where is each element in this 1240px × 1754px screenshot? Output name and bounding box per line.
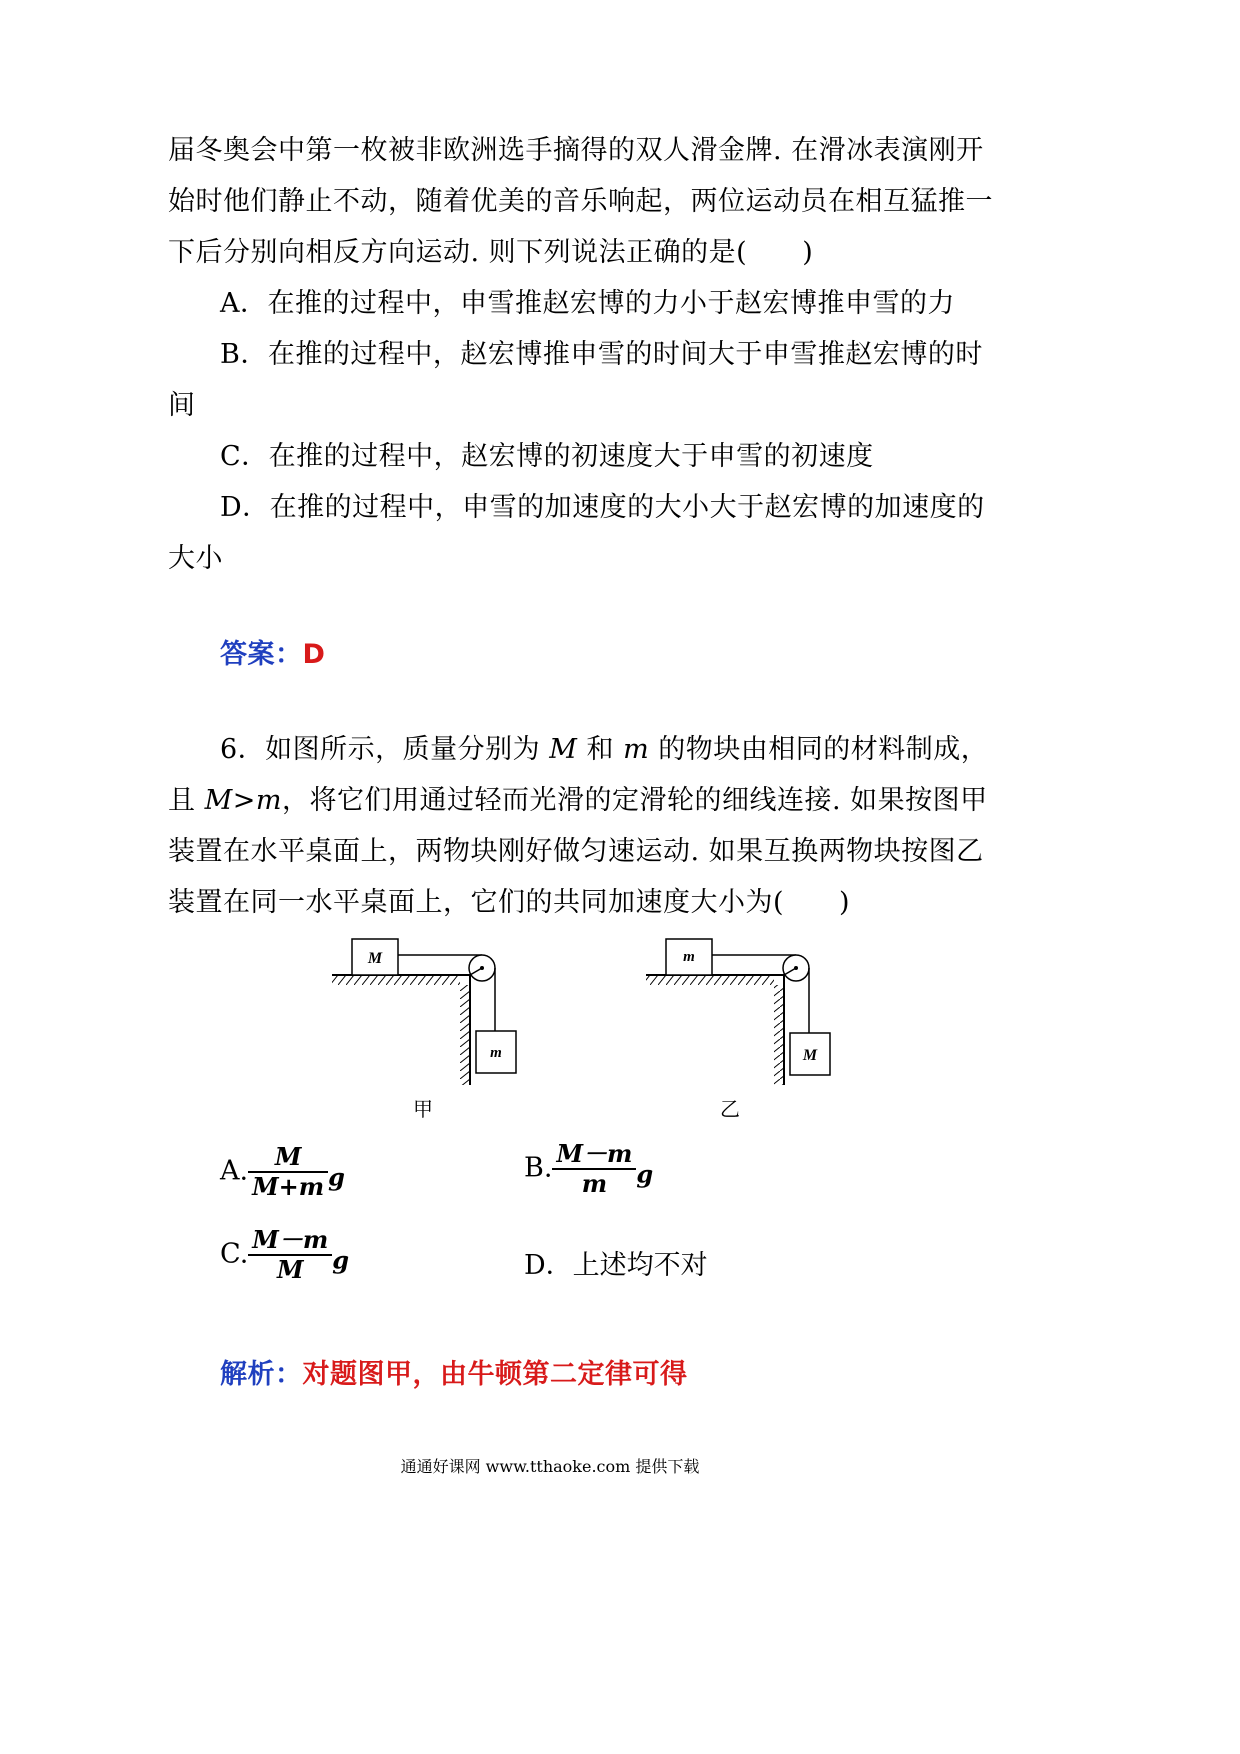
denominator: M xyxy=(276,1255,304,1284)
option-d-text: 上述均不对 xyxy=(572,1250,708,1281)
q5-option-d: D．在推的过程中，申雪的加速度的大小大于赵宏博的加速度的 xyxy=(220,492,985,523)
caption-jia: 甲 xyxy=(413,1097,433,1121)
q5-option-c: C．在推的过程中，赵宏博的初速度大于申雪的初速度 xyxy=(220,441,874,472)
var-m: m xyxy=(623,734,650,765)
answer-label: 答案： xyxy=(220,639,303,670)
numerator: M xyxy=(248,1143,328,1173)
q5-answer xyxy=(220,638,325,672)
option-b-label: B. xyxy=(524,1152,553,1184)
denominator: M+m xyxy=(252,1172,325,1201)
g-symbol: g xyxy=(332,1245,350,1275)
q6-text: 6．如图所示，质量分别为 xyxy=(220,734,550,765)
label-hang-right: M xyxy=(802,1047,818,1064)
diagram-jia xyxy=(332,939,516,1085)
caption-yi: 乙 xyxy=(720,1097,740,1121)
option-a-label: A. xyxy=(220,1155,249,1187)
q6-text: 且 xyxy=(168,785,205,816)
q5-option-b: B．在推的过程中，赵宏博推申雪的时间大于申雪推赵宏博的时 xyxy=(220,339,983,370)
inequality: M>m xyxy=(204,785,282,816)
g-symbol: g xyxy=(328,1162,345,1192)
option-c-label: C. xyxy=(220,1238,249,1270)
diagram-yi xyxy=(646,939,830,1085)
q5-option-d-cont: 大小 xyxy=(168,543,223,574)
option-c-fraction xyxy=(248,1226,332,1284)
option-d-label: D． xyxy=(524,1250,573,1281)
label-hang-left: m xyxy=(490,1045,502,1061)
q5-line-2: 始时他们静止不动，随着优美的音乐响起，两位运动员在相互猛推一 xyxy=(168,186,993,217)
q6-line-4: 装置在同一水平桌面上，它们的共同加速度大小为( ) xyxy=(168,887,851,918)
jiexi-label: 解析： xyxy=(220,1359,303,1390)
q6-text: 和 xyxy=(577,734,624,765)
q6-text: 的物块由相同的材料制成， xyxy=(649,734,989,765)
q6-option-d xyxy=(524,1243,708,1282)
label-top-left: M xyxy=(367,950,383,967)
q5-option-a: A．在推的过程中，申雪推赵宏博的力小于赵宏博推申雪的力 xyxy=(220,288,955,319)
q6-option-c xyxy=(220,1226,349,1284)
q6-line-3: 装置在水平桌面上，两物块刚好做匀速运动. 如果互换两物块按图乙 xyxy=(168,836,984,867)
page-footer: 通通好课网 www.tthaoke.com 提供下载 xyxy=(400,1457,700,1476)
pulley-diagrams xyxy=(330,935,850,1085)
denominator: m xyxy=(581,1169,608,1198)
q6-line-2 xyxy=(168,784,988,818)
q6-line-1 xyxy=(220,733,988,767)
q6-jiexi xyxy=(220,1358,688,1392)
option-a-fraction xyxy=(248,1143,328,1201)
numerator: M－m xyxy=(248,1226,332,1256)
q5-line-1: 届冬奥会中第一枚被非欧洲选手摘得的双人滑金牌. 在滑冰表演刚开 xyxy=(168,135,984,166)
q6-text: ，将它们用通过轻而光滑的定滑轮的细线连接. 如果按图甲 xyxy=(281,785,988,816)
q5-line-3: 下后分别向相反方向运动. 则下列说法正确的是( ) xyxy=(168,237,814,268)
answer-value: D xyxy=(302,639,326,670)
q6-option-a xyxy=(220,1143,345,1201)
option-b-fraction xyxy=(552,1140,636,1198)
jiexi-text: 对题图甲，由牛顿第二定律可得 xyxy=(302,1359,688,1390)
q6-option-b xyxy=(524,1140,653,1198)
label-top-right: m xyxy=(683,949,695,965)
q5-option-b-cont: 间 xyxy=(168,390,196,421)
var-M: M xyxy=(549,734,578,765)
g-symbol: g xyxy=(636,1159,654,1189)
numerator: M－m xyxy=(552,1140,636,1170)
pulley-figure xyxy=(330,935,850,1089)
